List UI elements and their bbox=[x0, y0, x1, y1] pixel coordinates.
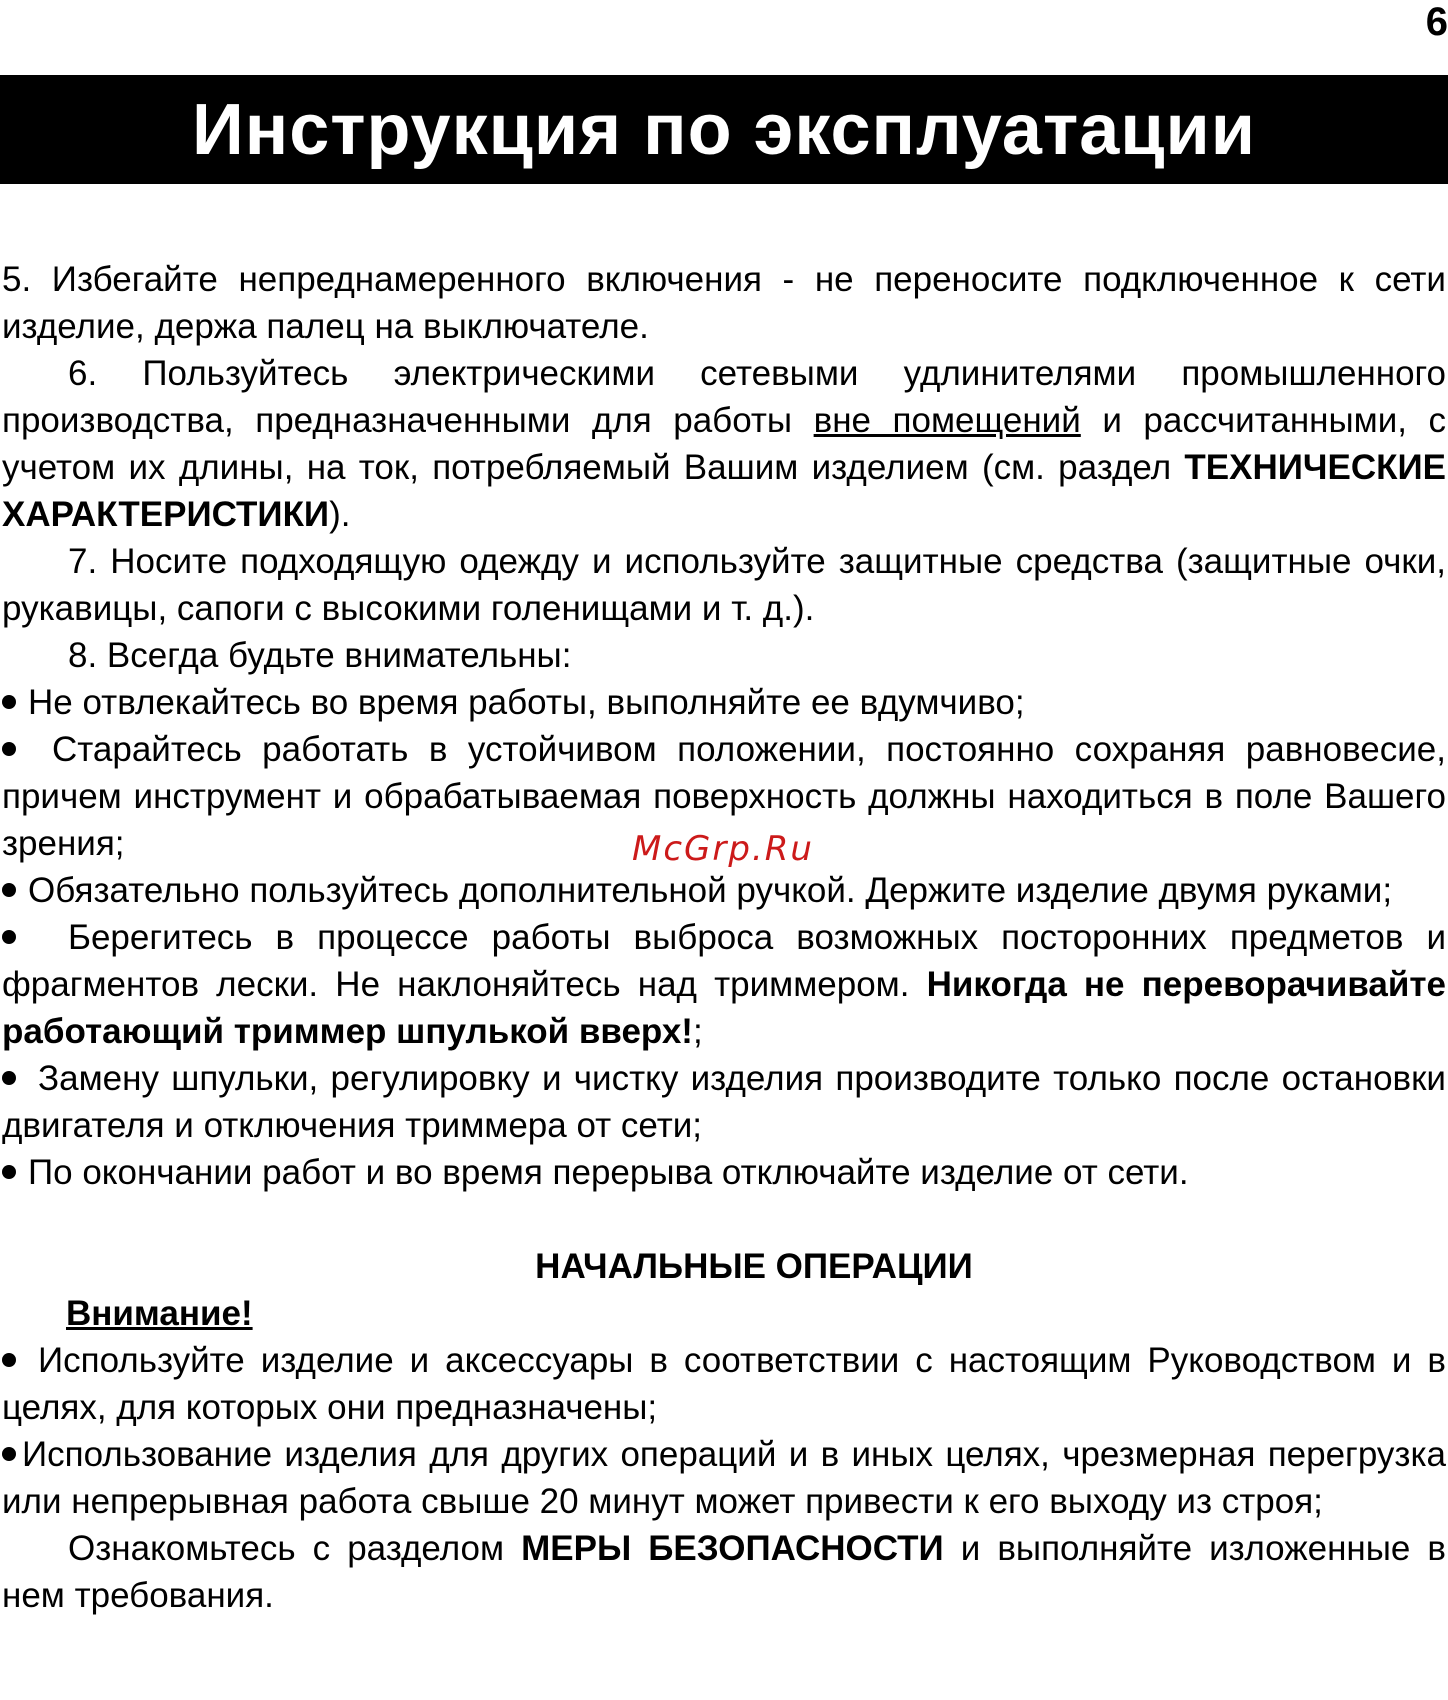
title-banner bbox=[0, 75, 1448, 184]
bullet-icon bbox=[2, 695, 16, 709]
list-item: Использование изделия для других операций и в иных целях, чрезмерная перегрузка или непрерывная работа свыше 20 минут может привести к его выходу из строя; bbox=[2, 1435, 1446, 1521]
bullet-icon bbox=[2, 1165, 16, 1179]
tech-specs-reference: ТЕХНИЧЕСКИЕ ХАРАКТЕРИСТИКИ bbox=[2, 448, 1446, 534]
paragraph-8: 8. Всегда будьте внимательны: bbox=[68, 636, 572, 675]
list-item: Замену шпульки, регулировку и чистку изделия производите только после остановки двигателя и отключения триммера от сети; bbox=[2, 1059, 1446, 1145]
list-item: Берегитесь в процессе работы выброса возможных посторонних предметов и фрагментов лески. Не наклоняйтесь над триммером. Никогда не переворачивайте работающий триммер шпулькой вверх!; bbox=[2, 918, 1446, 1051]
list-item: Старайтесь работать в устойчивом положении, постоянно сохраняя равновесие, причем инструмент и обрабатываемая поверхность должны находиться в поле Вашего зрения; bbox=[2, 730, 1446, 863]
outdoor-emphasis: вне помещений bbox=[813, 401, 1081, 440]
attention-label: Внимание! bbox=[66, 1294, 253, 1333]
list-item: Обязательно пользуйтесь дополнительной ручкой. Держите изделие двумя руками; bbox=[2, 867, 1446, 914]
closing-paragraph: Ознакомьтесь с разделом МЕРЫ БЕЗОПАСНОСТИ и выполняйте изложенные в нем требования. bbox=[2, 1529, 1446, 1615]
paragraph-5: 5. Избегайте непреднамеренного включения - не переносите подключенное к сети изделие, держа палец на выключателе. bbox=[2, 260, 1446, 346]
bullet-icon bbox=[2, 1071, 16, 1085]
bullet-icon bbox=[2, 1447, 16, 1461]
instructions-body bbox=[2, 256, 1446, 1619]
list-item: Не отвлекайтесь во время работы, выполняйте ее вдумчиво; bbox=[2, 679, 1446, 726]
watermark: McGrp.Ru bbox=[632, 829, 814, 869]
paragraph-6: 6. Пользуйтесь электрическими сетевыми удлинителями промышленного производства, предназначенными для работы вне помещений и рассчитанными, с учетом их длины, на ток, потребляемый Вашим изделием (см. раздел ТЕХНИЧЕСКИЕ ХАРАКТЕРИСТИКИ). bbox=[2, 354, 1446, 534]
list-item: Используйте изделие и аксессуары в соответствии с настоящим Руководством и в целях, для которых они предназначены; bbox=[2, 1341, 1446, 1427]
section-heading: НАЧАЛЬНЫЕ ОПЕРАЦИИ bbox=[535, 1247, 973, 1286]
bullet-icon bbox=[2, 1353, 16, 1367]
paragraph-7: 7. Носите подходящую одежду и используйте защитные средства (защитные очки, рукавицы, сапоги с высокими голенищами и т. д.). bbox=[2, 542, 1446, 628]
page-number: 6 bbox=[1425, 0, 1448, 44]
list-item: По окончании работ и во время перерыва отключайте изделие от сети. bbox=[2, 1149, 1446, 1196]
bullet-icon bbox=[2, 883, 16, 897]
safety-reference: МЕРЫ БЕЗОПАСНОСТИ bbox=[521, 1529, 944, 1568]
bullet-icon bbox=[2, 930, 16, 944]
warning-emphasis: Никогда не переворачивайте работающий триммер шпулькой вверх! bbox=[2, 965, 1446, 1051]
page-title: Инструкция по эксплуатации bbox=[191, 89, 1257, 170]
bullet-icon bbox=[2, 742, 16, 756]
